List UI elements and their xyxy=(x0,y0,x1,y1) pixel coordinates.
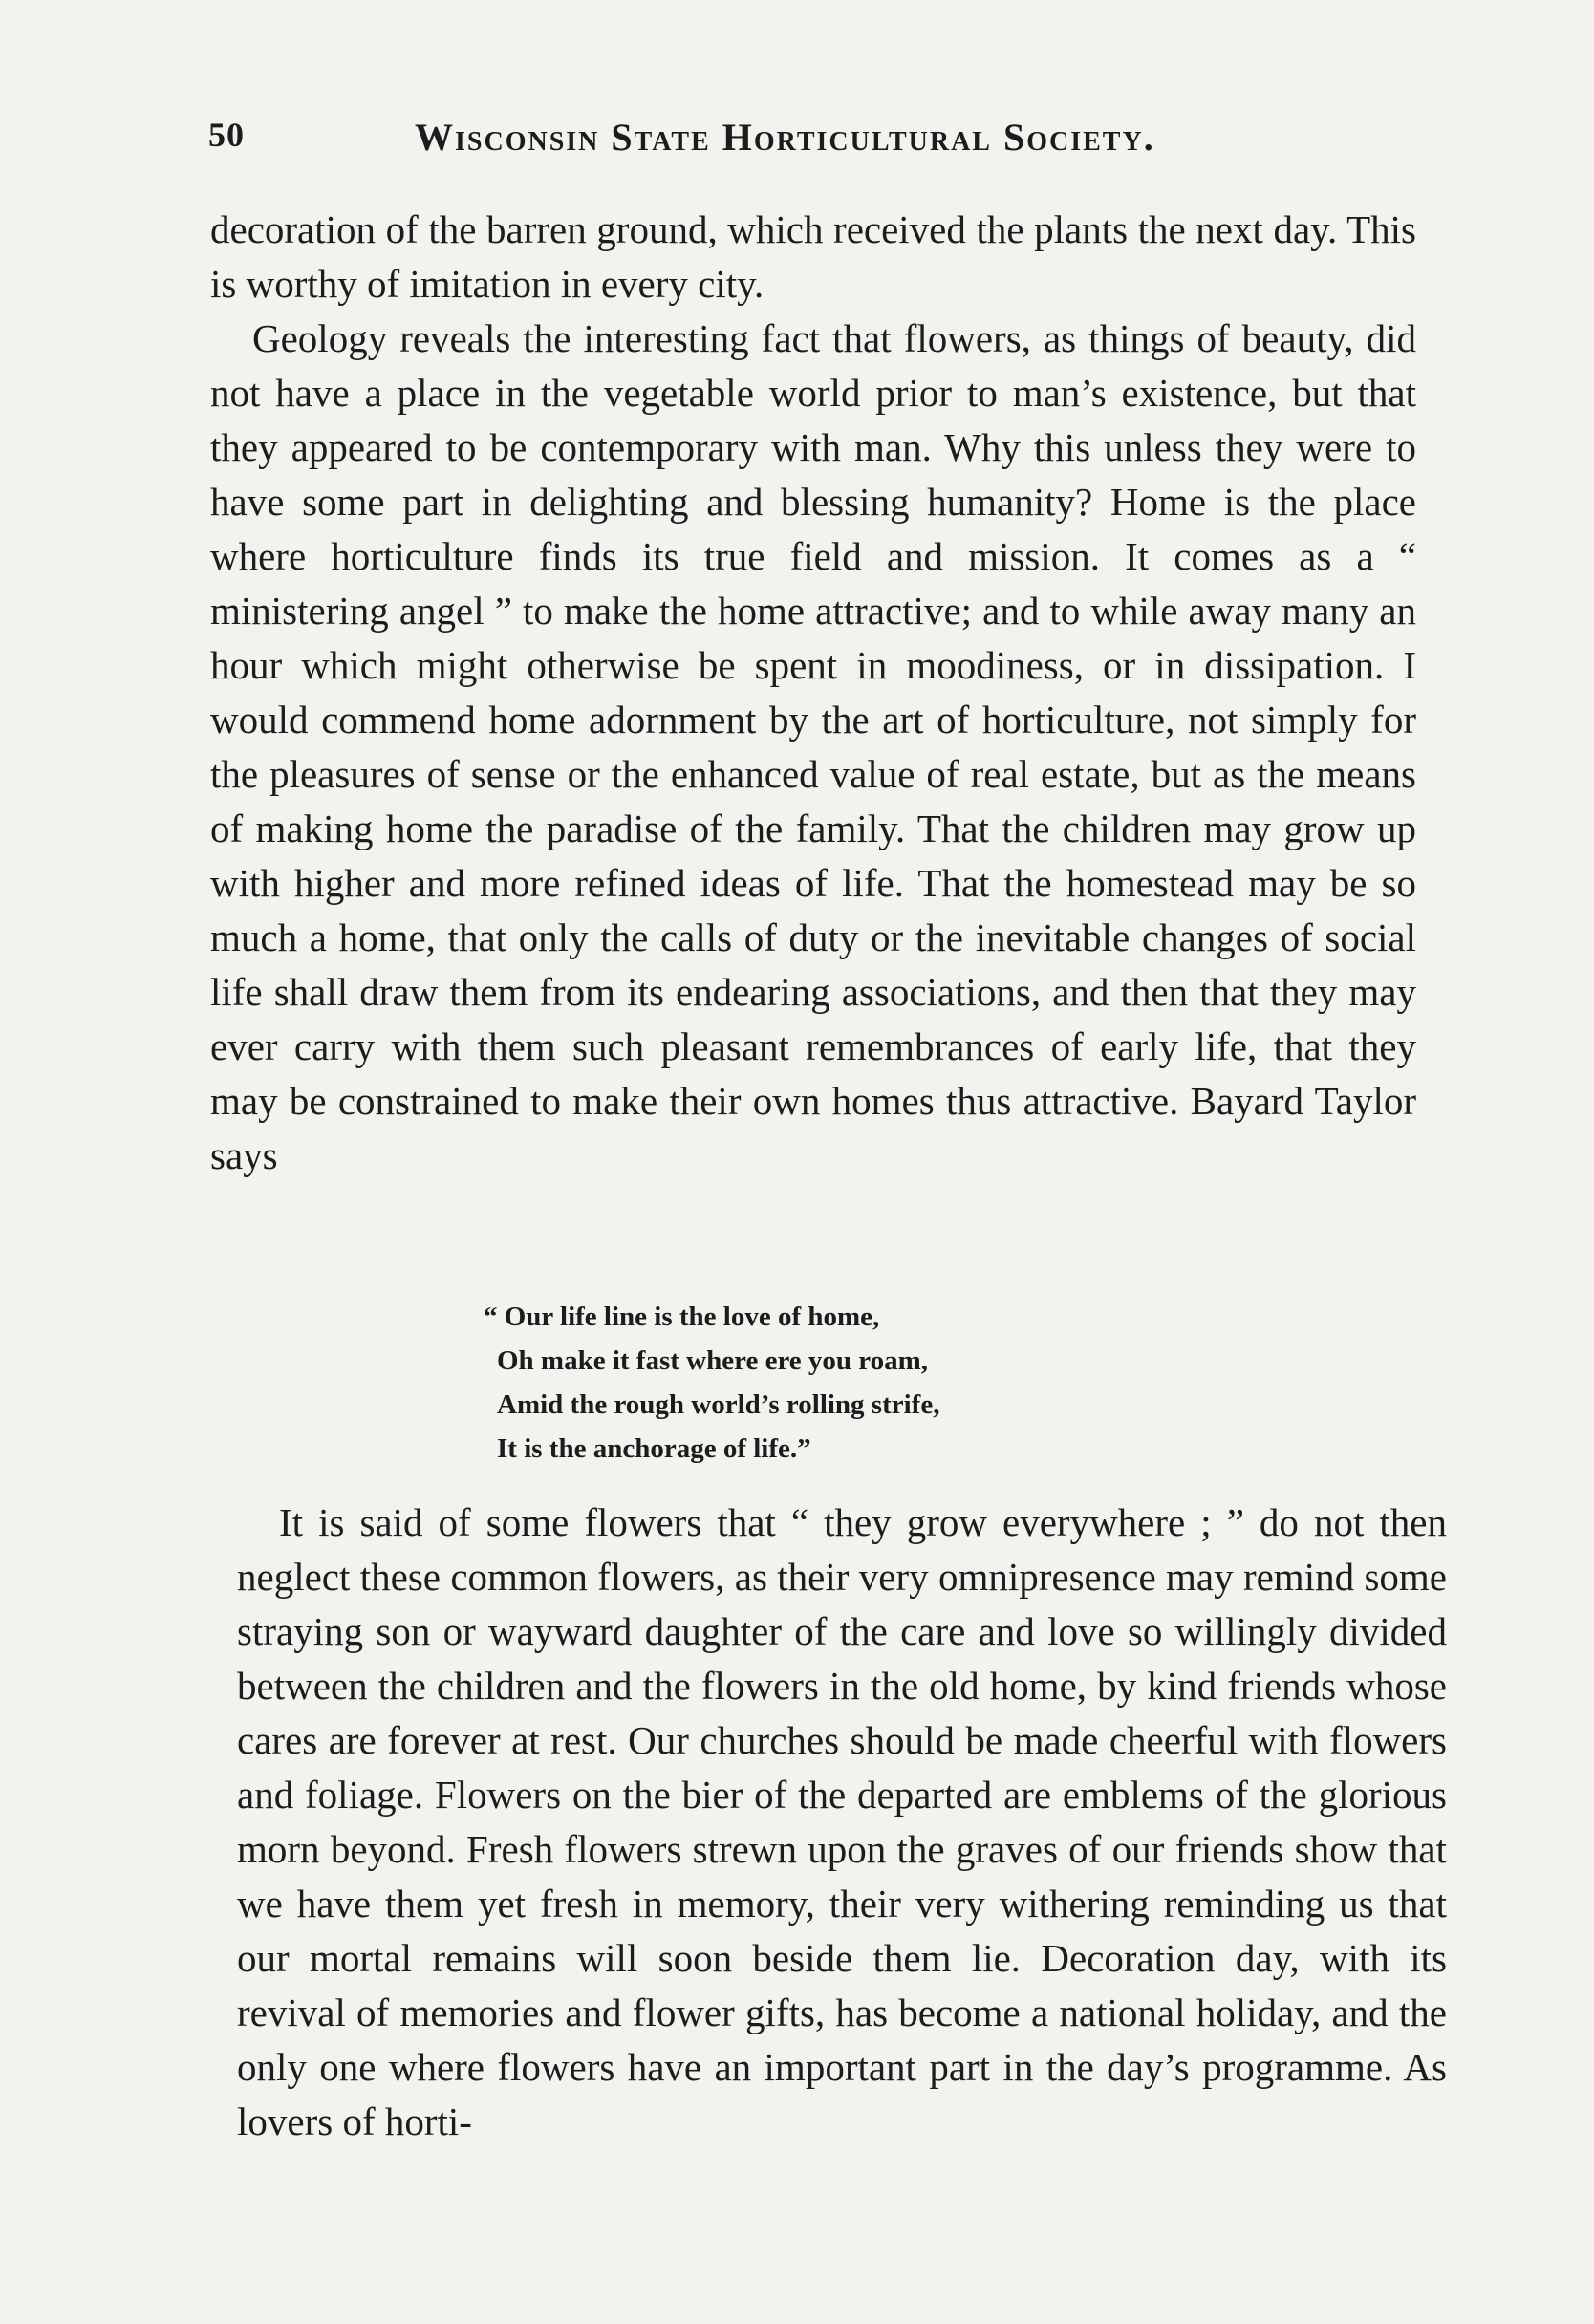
poem-line-3: Amid the rough world’s rolling strife, xyxy=(497,1389,940,1420)
running-title: Wisconsin State Horticultural Society. xyxy=(415,116,1155,159)
paragraph-1 xyxy=(210,203,1416,312)
poem-line-4: It is the anchorage of life.” xyxy=(497,1433,811,1464)
paragraph-3 xyxy=(237,1496,1447,2149)
page-number: 50 xyxy=(208,116,245,154)
paragraph-1-text: decoration of the barren ground, which received the plants the next day. This is worthy of imitation in every city. xyxy=(210,207,1416,306)
paragraph-3-text: It is said of some flowers that “ they grow everywhere ; ” do not then neglect these common flowers, as their very omnipresence may remind some straying son or wayward daughter of the care and love so willingly divided between the children and the flowers in the old home, by kind friends whose cares are forever at rest. Our churches should be made cheerful with flowers and foliage. Flowers on the bier of the departed are emblems of the glorious morn beyond. Fresh flowers strewn upon the graves of our friends show that we have them yet fresh in memory, their very withering reminding us that our mortal remains will soon beside them lie. Decoration day, with its revival of memories and flower gifts, has become a national holiday, and the only one where flowers have an important part in the day’s programme. As lovers of horti- xyxy=(237,1500,1447,2143)
poem-line-2: Oh make it fast where ere you roam, xyxy=(497,1345,929,1376)
poem-line-1: “ Our life line is the love of home, xyxy=(484,1302,880,1332)
running-head xyxy=(208,105,1240,162)
paragraph-2 xyxy=(210,312,1416,1183)
paragraph-2-text: Geology reveals the interesting fact that flowers, as things of beauty, did not have a place in the vegetable world prior to man’s existence, but that they appeared to be contemporary with man. Why this unless they were to have some part in delighting and blessing humanity? Home is the place where horticulture finds its true field and mission. It comes as a “ ministering angel ” to make the home attractive; and to while away many an hour which might otherwise be spent in moodiness, or in dissipation. I would commend home adornment by the art of horticulture, not simply for the pleasures of sense or the enhanced value of real estate, but as the means of making home the paradise of the family. That the children may grow up with higher and more refined ideas of life. That the homestead may be so much a home, that only the calls of duty or the inevitable changes of social life shall draw them from its endearing associations, and then that they may ever carry with them such pleasant remembrances of early life, that they may be constrained to make their own homes thus attractive. Bayard Taylor says xyxy=(210,316,1416,1177)
poem-quote xyxy=(484,1295,1261,1471)
